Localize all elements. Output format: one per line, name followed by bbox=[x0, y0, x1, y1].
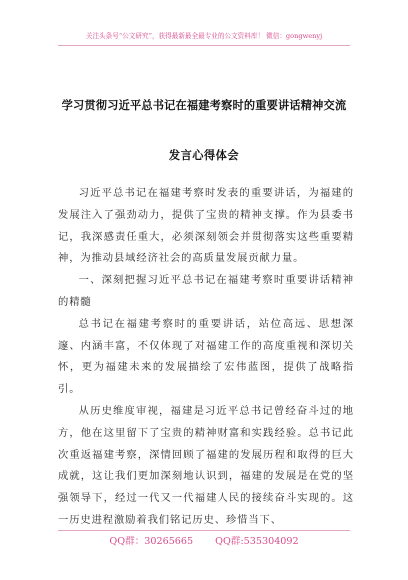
page-footer bbox=[0, 534, 408, 550]
footer-divider bbox=[58, 530, 350, 531]
section-heading: 一、深刻把握习近平总书记在福建考察时重要讲话精神的精髓 bbox=[58, 274, 354, 308]
paragraph: 从历史维度审视，福建是习近平总书记曾经奋斗过的地方，他在这里留下了宝贵的精神财富和实践经验。总书记此次重返福建考察，深情回顾了福建的发展历程和取得的巨大成就，这让我们更加深刻地认识到，福建的发展是在党的坚强领导下，经过一代又一代福建人民的接续奋斗实现的。这一历史进程激励着我们铭记历史、珍惜当下、 bbox=[58, 404, 354, 526]
page-header-notice: 关注头条号“公文研究”，获得最新最全最专业的公文资料库！ 微信：gongwenyj bbox=[85, 32, 323, 40]
header-divider bbox=[58, 45, 350, 46]
paragraph: 习近平总书记在福建考察时发表的重要讲话，为福建的发展注入了强劲动力，提供了宝贵的精神支撑。作为县委书记，我深感责任重大，必须深刻领会并贯彻落实这些重要精神，为推动县域经济社会的高质量发展贡献力量。 bbox=[58, 187, 354, 265]
document-body bbox=[58, 183, 354, 532]
document-subtitle: 发言心得体会 bbox=[168, 148, 240, 162]
footer-qq-group-1: QQ群：30265665 bbox=[109, 536, 194, 547]
document-title: 学习贯彻习近平总书记在福建考察时的重要讲话精神交流 bbox=[61, 98, 347, 112]
paragraph: 总书记在福建考察时的重要讲话，站位高远、思想深邃、内涵丰富，不仅体现了对福建工作的高度重视和深切关怀，更为福建未来的发展描绘了宏伟蓝图，提供了战略指引。 bbox=[58, 317, 354, 396]
footer-qq-group-2: QQ群:535304092 bbox=[215, 536, 299, 547]
